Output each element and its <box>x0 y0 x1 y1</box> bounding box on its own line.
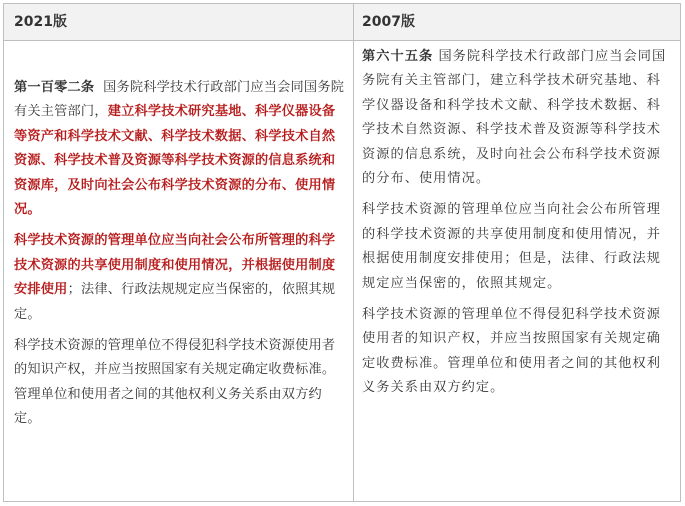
paragraph-2021-3 <box>14 334 347 432</box>
text-2007-2: 科学技术资源的管理单位应当向社会公布所管理的科学技术资源的共享使用制度和使用情况，并根据使用制度安排使用；但是，法律、行政法规规定应当保密的，依照其规定。 <box>362 202 661 291</box>
header-2021: 2021版 <box>4 4 354 40</box>
text-2007-3: 科学技术资源的管理单位不得侵犯科学技术资源使用者的知识产权，并应当按照国家有关规定确定收费标准。管理单位和使用者之间的其他权利义务关系由双方约定。 <box>362 307 661 396</box>
text-2021-2: ；法律、行政法规规定应当保密的，依照其规定。 <box>14 282 336 322</box>
paragraph-2007-1 <box>362 45 674 191</box>
highlight-2021-2: 科学技术资源的管理单位应当向社会公布所管理的科学技术资源的共享使用制度和使用情况，并根据使用制度安排使用 <box>14 233 336 298</box>
text-2021-1: 国务院科学技术行政部门应当会同国务院有关主管部门， <box>14 80 345 120</box>
text-2007-1: 国务院科学技术行政部门应当会同国务院有关主管部门，建立科学技术研究基地、科学仪器设备和科学技术文献、科学技术数据、科学技术自然资源、科学技术普及资源等科学技术资源的信息系统，及时向社会公布科学技术资源的分布、使用情况。 <box>362 49 667 187</box>
header-2007: 2007版 <box>362 14 415 30</box>
paragraph-2021-2 <box>14 229 347 327</box>
article-title-2021: 第一百零二条 <box>14 80 95 95</box>
cell-2021 <box>4 41 354 501</box>
highlight-2021-1: 建立科学技术研究基地、科学仪器设备等资产和科学技术文献、科学技术数据、科学技术自然资源、科学技术普及资源等科学技术资源的信息系统和资源库，及时向社会公布科学技术资源的分布、使用情况。 <box>14 104 336 218</box>
table-body-row <box>4 41 680 501</box>
text-2021-3: 科学技术资源的管理单位不得侵犯科学技术资源使用者的知识产权，并应当按照国家有关规定确定收费标准。管理单位和使用者之间的其他权利义务关系由双方约定。 <box>14 338 336 427</box>
article-title-2007: 第六十五条 <box>362 49 434 64</box>
paragraph-2007-2 <box>362 198 674 296</box>
paragraph-2007-3 <box>362 303 674 401</box>
cell-2007 <box>354 41 680 501</box>
paragraph-2021-1 <box>14 76 347 222</box>
table-header-row <box>4 4 680 41</box>
comparison-table <box>3 3 681 502</box>
